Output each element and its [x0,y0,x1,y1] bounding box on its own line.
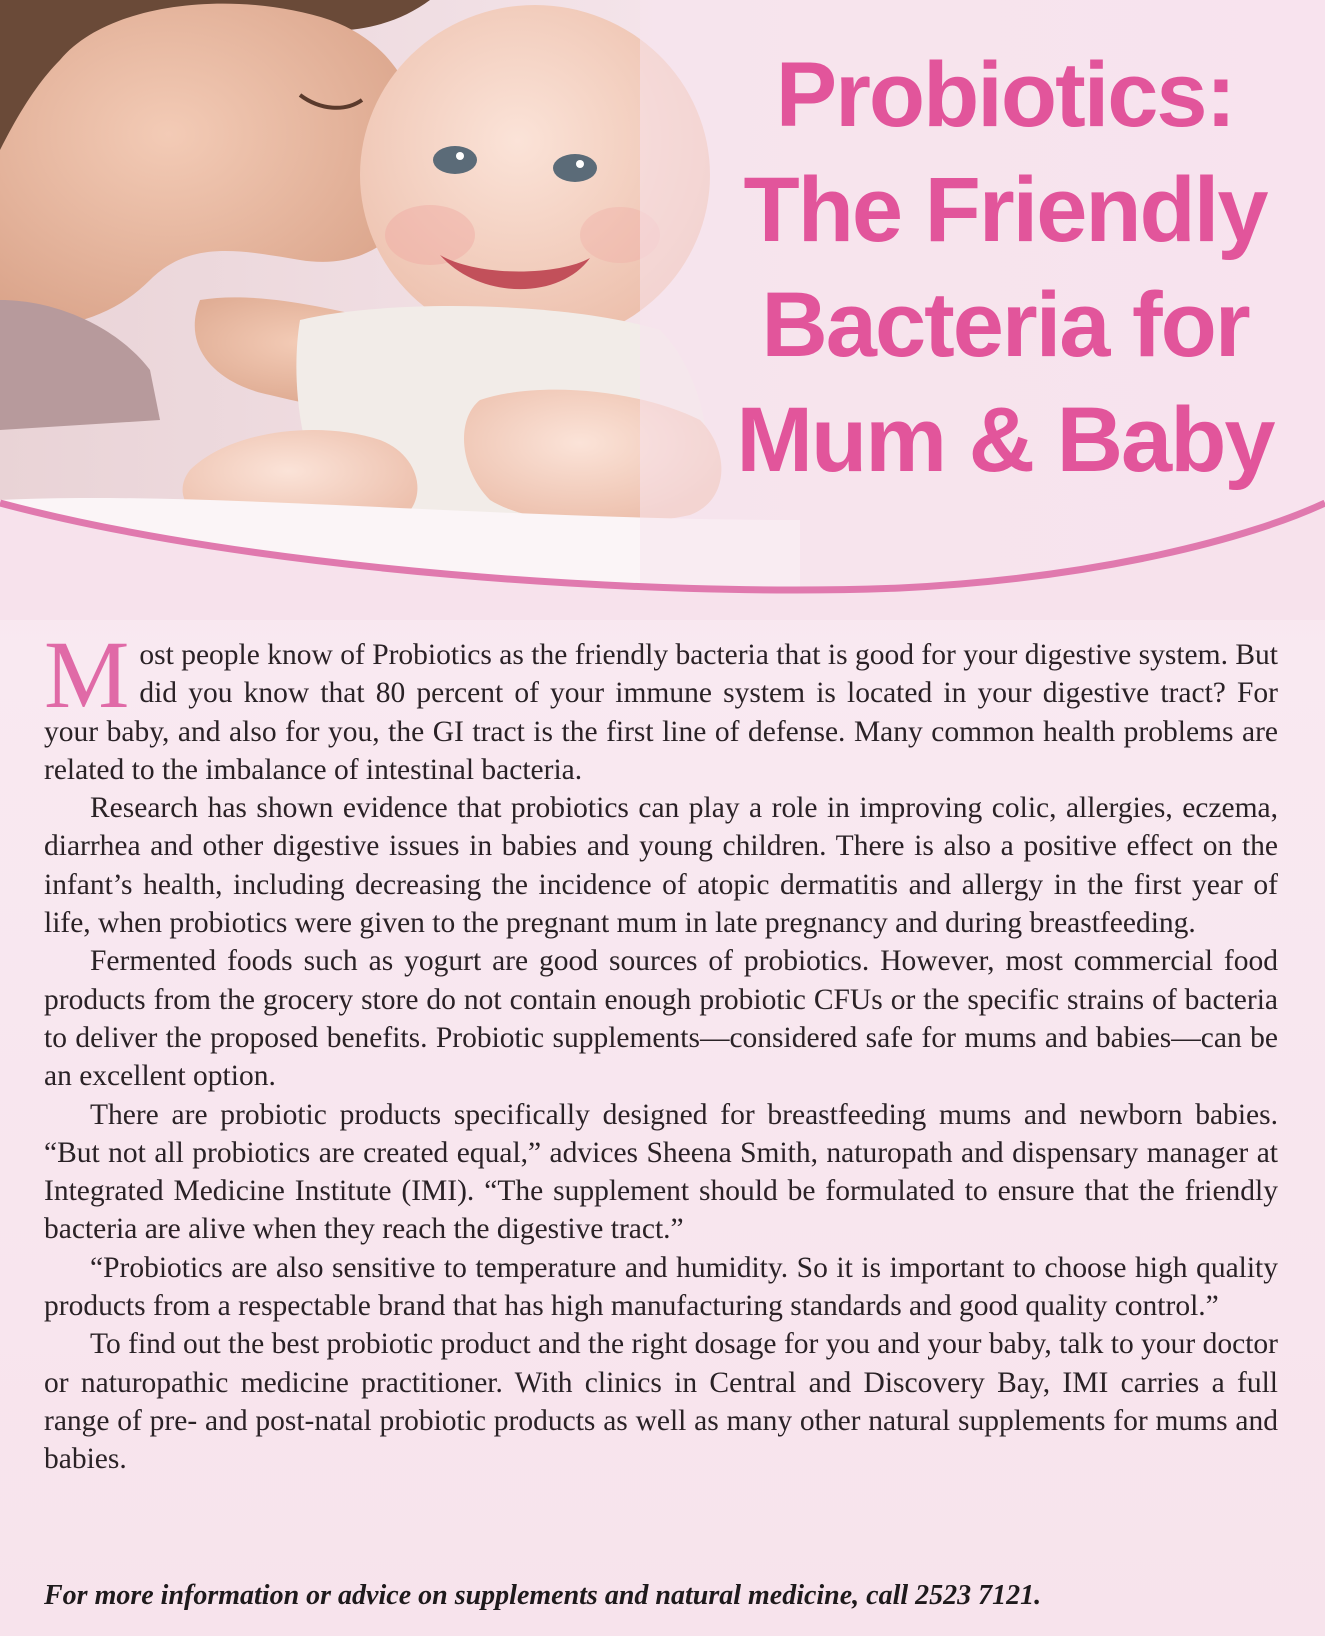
contact-footer: For more information or advice on supplements and natural medicine, call 2523 7121. [44,1580,1042,1611]
article-body [44,621,1278,1479]
paragraph-1 [44,621,1278,789]
headline [700,38,1310,498]
headline-line-4: Mum & Baby [736,389,1274,491]
paragraph-1-text: ost people know of Probiotics as the friendly bacteria that is good for your digestive system. But did you know that 80 percent of your immune system is located in your digestive tract? For your baby, and also for you, the GI tract is the first line of defense. Many common health problems are related to the imbalance of intestinal bacteria. [44,639,1278,786]
headline-line-3: Bacteria for [761,274,1249,376]
paragraph-5: “Probiotics are also sensitive to temperature and humidity. So it is important to choose high quality products from a respectable brand that has high manufacturing standards and good quality control.” [44,1251,1278,1323]
paragraph-3: Fermented foods such as yogurt are good sources of probiotics. However, most commercial food products from the grocery store do not contain enough probiotic CFUs or the specific strains of bacteria to deliver the proposed benefits. Probiotic supplements—considered safe for mums and babies—can be an excellent option. [44,945,1278,1093]
paragraph-4: There are probiotic products specifically designed for breastfeeding mums and newborn babies. “But not all probiotics are created equal,” advices Sheena Smith, naturopath and dispensary manager at Integrated Medicine Institute (IMI). “The supplement should be formulated to ensure that the friendly bacteria are alive when they reach the digestive tract.” [44,1098,1278,1246]
headline-line-2: The Friendly [743,159,1267,261]
drop-cap: M [44,621,130,728]
hero-photo [0,0,1325,620]
paragraph-6: To find out the best probiotic product and the right dosage for you and your baby, talk to your doctor or naturopathic medicine practitioner. With clinics in Central and Discovery Bay, IMI carries a full range of pre- and post-natal probiotic products as well as many other natural supplements for mums and babies. [44,1328,1278,1476]
paragraph-2: Research has shown evidence that probiotics can play a role in improving colic, allergies, eczema, diarrhea and other digestive issues in babies and young children. There is also a positive effect on the infant’s health, including decreasing the incidence of atopic dermatitis and allergy in the first year of life, when probiotics were given to the pregnant mum in late pregnancy and during breastfeeding. [44,792,1278,940]
headline-line-1: Probiotics: [775,44,1235,146]
